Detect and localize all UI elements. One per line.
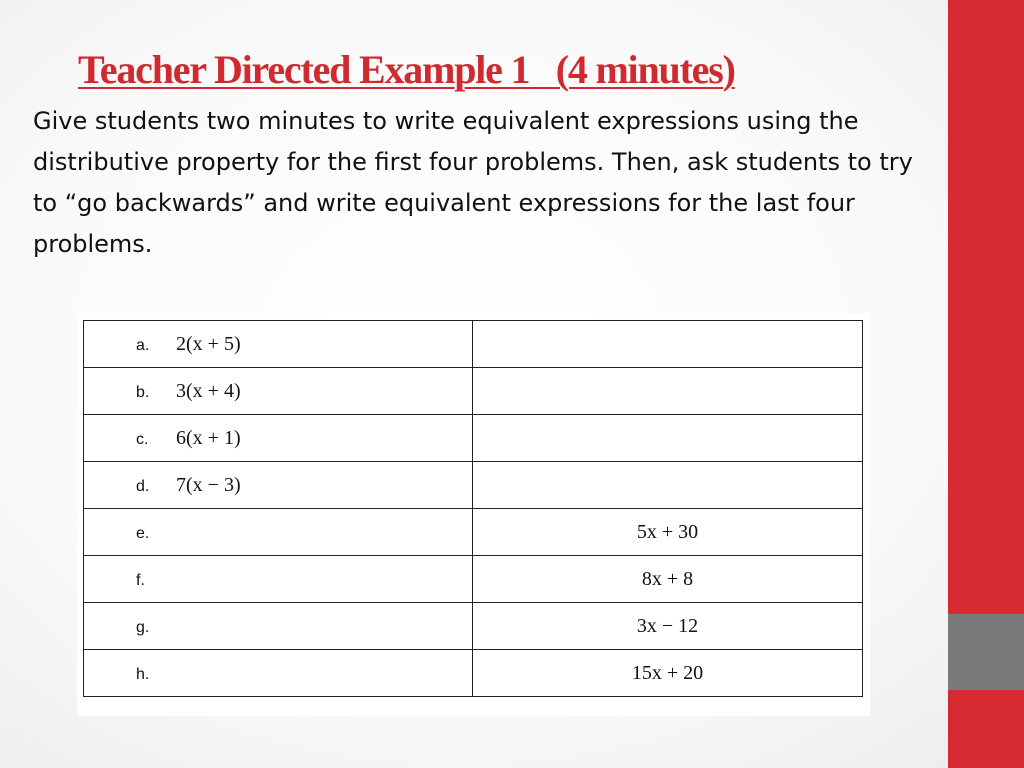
- expression: 2(x + 5): [176, 332, 241, 355]
- side-accent-bar-red-top: [948, 0, 1024, 614]
- table-cell-right: 5x + 30: [473, 509, 863, 556]
- table-cell-right: 15x + 20: [473, 650, 863, 697]
- side-accent-bar-red-bottom: [948, 690, 1024, 768]
- slide-instructions: Give students two minutes to write equivalent expressions using the distributive property for the first four problems. Then, ask students to try to “go backwards” and write equivalent expressions for the last four problems.: [33, 107, 913, 258]
- table-row: [84, 415, 863, 462]
- table-cell-right: [473, 462, 863, 509]
- item-letter: c.: [136, 430, 149, 448]
- table-cell-left: [84, 509, 473, 556]
- table-cell-left: [84, 556, 473, 603]
- table-cell-left: [84, 603, 473, 650]
- slide-title: Teacher Directed Example 1 (4 minutes): [78, 47, 735, 92]
- item-letter: h.: [136, 665, 150, 683]
- item-letter: d.: [136, 477, 150, 495]
- table-cell-right: 3x − 12: [473, 603, 863, 650]
- expression: 6(x + 1): [176, 426, 241, 449]
- expression: 3(x + 4): [176, 379, 241, 402]
- table-cell-right: 8x + 8: [473, 556, 863, 603]
- item-letter: a.: [136, 336, 150, 354]
- problems-table: [83, 320, 863, 697]
- problems-table-container: [77, 313, 870, 716]
- item-letter: e.: [136, 524, 150, 542]
- table-row: [84, 321, 863, 368]
- table-cell-left: [84, 650, 473, 697]
- table-cell-right: [473, 321, 863, 368]
- table-cell-left: [84, 321, 473, 368]
- table-row: [84, 650, 863, 697]
- table-row: [84, 556, 863, 603]
- expression: 7(x − 3): [176, 473, 241, 496]
- table-row: [84, 462, 863, 509]
- table-cell-left: [84, 462, 473, 509]
- table-cell-left: [84, 368, 473, 415]
- table-row: [84, 509, 863, 556]
- table-cell-left: [84, 415, 473, 462]
- table-row: [84, 603, 863, 650]
- table-row: [84, 368, 863, 415]
- item-letter: g.: [136, 618, 150, 636]
- table-cell-right: [473, 368, 863, 415]
- item-letter: b.: [136, 383, 150, 401]
- table-cell-right: [473, 415, 863, 462]
- item-letter: f.: [136, 571, 145, 589]
- side-accent-bar-gray: [948, 614, 1024, 690]
